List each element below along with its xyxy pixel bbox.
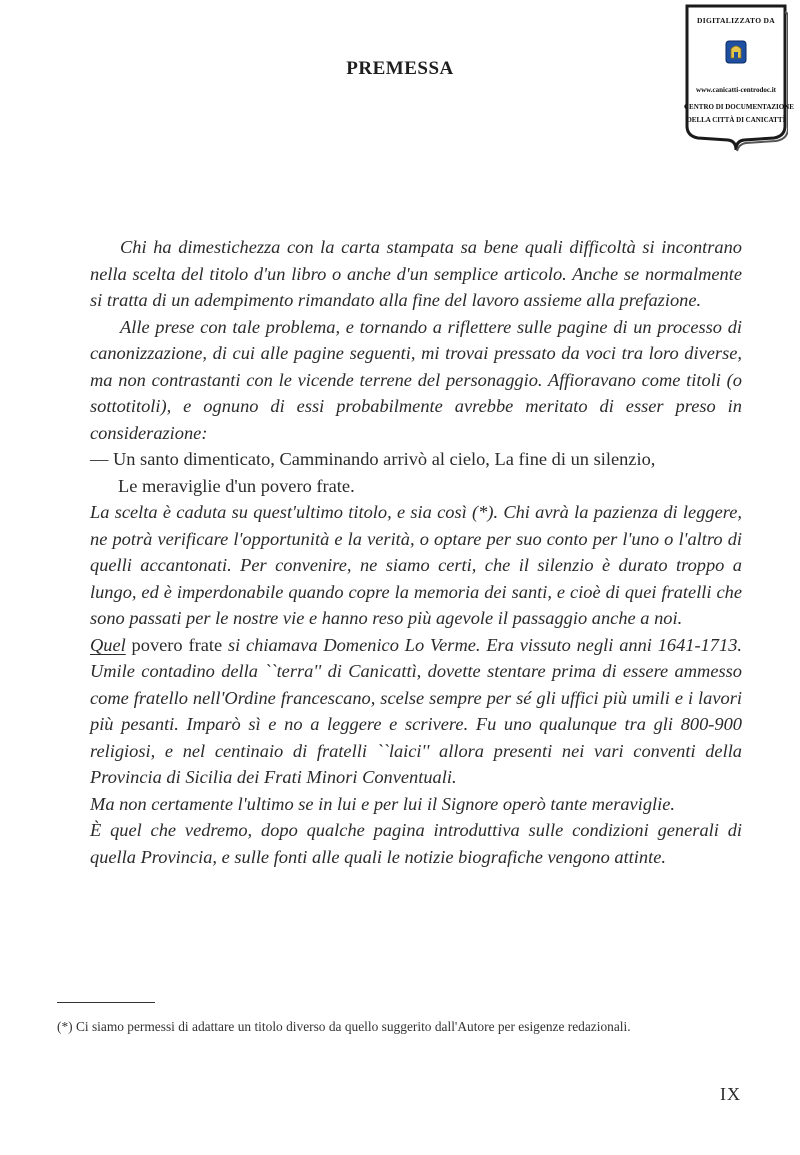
paragraph-2: Alle prese con tale problema, e tornando a riflettere sulle pagine di un processo di canonizzazione, di cui alle pagine seguenti, mi trovai pressato da voci tra loro diverse, ma non contrastanti con le vicende terrene del personaggio. Affioravano come titoli (o sottotitoli), e ognuno di essi probabilmente avrebbe meritato di esser preso in considerazione:	[90, 316, 742, 443]
page-title: PREMESSA	[346, 58, 454, 79]
paragraph-1: Chi ha dimestichezza con la carta stampata sa bene quali difficoltà si incontrano nella scelta del titolo d'un libro o anche d'un semplice articolo. Anche se normalmente si tratta di un adempimento rimandato alla fine del lavoro assieme alla prefazione.	[90, 237, 742, 310]
badge-url: www.canicatti-centrodoc.it	[696, 86, 776, 94]
page-number: IX	[720, 1084, 741, 1104]
footnote: (*) Ci siamo permessi di adattare un titolo diverso da quello suggerito dall'Autore per esigenze redazionali.	[57, 1019, 631, 1034]
paragraph-5: Ma non certamente l'ultimo se in lui e per lui il Signore operò tante meraviglie.	[90, 793, 676, 814]
title-options-line: — Un santo dimenticato, Camminando arrivò al cielo, La fine di un silenzio,	[90, 449, 656, 469]
paragraph-4-rest: si chiamava Domenico Lo Verme. Era vissuto negli anni 1641-1713. Umile contadino della ``terra'' di Canicattì, dovette stentare prima di essere ammesso come fratello nell'Ordine francescano, scelse sempre per sé gli uffici più umili e i lavori più pesanti. Imparò sì e no a leggere e scrivere. Fu uno qualunque tra gli 800-900 religiosi, e nel centinaio di fratelli ``laici'' allora presenti nei vari conventi della Provincia di Sicilia dei Frati Minori Conventuali.	[90, 634, 742, 787]
paragraph-6: È quel che vedremo, dopo qualche pagina introduttiva sulle condizioni generali di quella Provincia, e sulle fonti alle quali le notizie biografiche vengono attinte.	[90, 820, 742, 867]
paragraph-3: La scelta è caduta su quest'ultimo titolo, e sia così (*). Chi avrà la pazienza di leggere, ne potrà verificare l'opportunità e la verità, o optare per suo conto per l'uno o l'altro di quelli accantonati. Per convenire, ne siamo certi, che il silenzio è durato troppo a lungo, ed è imperdonabile quando copre la memoria dei santi, e cioè di quei fratelli che sono passati per le nostre vie e hanno reso più agevole il passaggio anche a noi.	[90, 502, 742, 628]
footnote-rule	[57, 1002, 155, 1003]
paragraph-4	[90, 632, 742, 791]
paragraph-4-lead: Quel	[90, 634, 126, 655]
title-options-continued: Le meraviglie d'un povero frate.	[118, 475, 355, 496]
paragraph-4-upright: povero frate	[125, 634, 228, 655]
badge-top-label: DIGITALIZZATO DA	[697, 16, 775, 25]
badge-centre-line2: DELLA CITTÀ DI CANICATTÌ	[686, 116, 786, 124]
badge-centre-line1: CENTRO DI DOCUMENTAZIONE	[684, 103, 794, 111]
body-text	[90, 234, 742, 870]
